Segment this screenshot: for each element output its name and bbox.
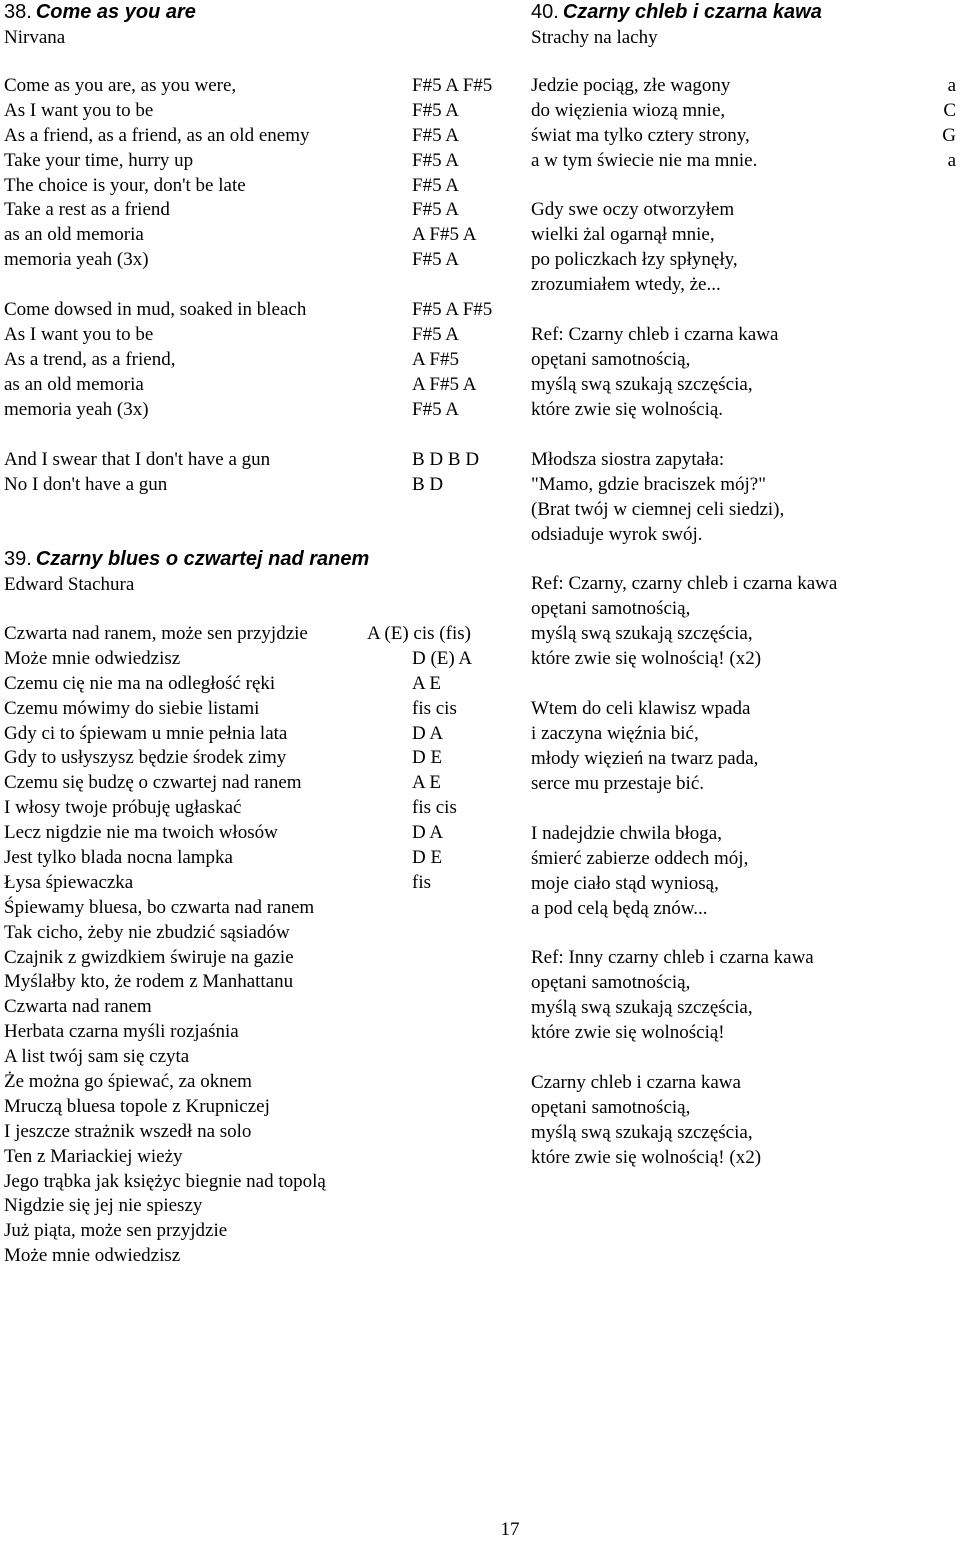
lyric-line: Nigdzie się jej nie spieszy — [4, 1195, 203, 1217]
chords: A E — [412, 672, 442, 694]
lyric-line: Już piąta, może sen przyjdzie — [4, 1220, 228, 1242]
lyric-line: As I want you to be F#5 A — [4, 323, 524, 348]
song40-refrain: Ref: Inny czarny chleb i czarna kawa opętani samotnością, myślą swą szukają szczęścia, które zwie się wolnością! — [531, 947, 814, 1043]
song40-refrain: Czarny chleb i czarna kawa opętani samotnością, myślą swą szukają szczęścia, które zwie się wolnością! (x2) — [531, 1072, 762, 1168]
chords: D (E) A — [412, 647, 473, 669]
lyric-line: do więzienia wiozą mnie, C — [531, 99, 956, 124]
lyric-line: And I swear that I don't have a gun B D B D — [4, 448, 524, 473]
lyric-line: Take your time, hurry up F#5 A — [4, 149, 524, 174]
lyric-line: Jest tylko blada nocna lampka D E — [4, 846, 524, 871]
song40-stanza: Gdy swe oczy otworzyłem wielki żal ogarnął mnie, po policzkach łzy spłynęły, zrozumiałem wtedy, że... — [531, 199, 738, 295]
song38-heading — [4, 0, 196, 26]
chords: A F#5 — [412, 348, 459, 370]
lyric-line: a w tym świecie nie ma mnie. a — [531, 149, 956, 174]
lyric-line: Śpiewamy bluesa, bo czwarta nad ranem — [4, 896, 315, 918]
chords: A E — [412, 772, 442, 794]
chords: B D — [412, 473, 444, 495]
lyric-line: Come as you are, as you were, F#5 A F#5 — [4, 74, 524, 99]
lyric-line: As a trend, as a friend, A F#5 — [4, 348, 524, 373]
lyric-line: Czajnik z gwizdkiem świruje na gazie — [4, 946, 294, 968]
song40-verse-1 — [531, 74, 956, 174]
lyric-line: Czwarta nad ranem — [4, 996, 152, 1018]
lyric-line: Łysa śpiewaczka fis — [4, 871, 524, 896]
lyric-line: memoria yeah (3x) F#5 A — [4, 248, 524, 273]
chords: fis cis — [412, 697, 457, 719]
lyric-line: Gdy to usłyszysz będzie środek zimy D E — [4, 746, 524, 771]
song40-stanza: I nadejdzie chwila błoga, śmierć zabierze oddech mój, moje ciało stąd wyniosą, a pod celą będą znów... — [531, 823, 749, 919]
chords: fis — [412, 871, 431, 893]
song39-title: Czarny blues o czwartej nad ranem — [35, 548, 370, 570]
chords: D A — [412, 822, 444, 844]
lyric-line: Tak cicho, żeby nie zbudzić sąsiadów — [4, 921, 290, 943]
song38-verse-2 — [4, 298, 524, 422]
chords: A F#5 A — [412, 224, 477, 246]
chords: F#5 A F#5 — [412, 75, 493, 96]
lyric-line: Czemu się budzę o czwartej nad ranem A E — [4, 771, 524, 796]
chords: D A — [412, 722, 444, 744]
song38-number: 38. — [4, 1, 32, 23]
lyric-line: Może mnie odwiedzisz — [4, 1245, 181, 1267]
lyric-line: Czemu cię nie ma na odległość ręki A E — [4, 672, 524, 697]
lyric-line: memoria yeah (3x) F#5 A — [4, 398, 524, 423]
lyric-line: Ten z Mariackiej wieży — [4, 1145, 183, 1167]
song39-author: Edward Stachura — [4, 574, 135, 595]
lyric-line: Come dowsed in mud, soaked in bleach F#5 A F#5 — [4, 298, 524, 323]
song40-stanza: Młodsza siostra zapytała: "Mamo, gdzie braciszek mój?" (Brat twój w ciemnej celi siedzi), odsiaduje wyrok swój. — [531, 449, 785, 545]
chords: F#5 A — [412, 99, 459, 121]
lyric-line: A list twój sam się czyta — [4, 1046, 190, 1068]
chords: a — [947, 75, 956, 96]
chords: fis cis — [412, 797, 457, 819]
chords: F#5 A — [412, 249, 459, 271]
lyric-line: The choice is your, don't be late F#5 A — [4, 174, 524, 199]
lyric-line: I włosy twoje próbuję ugłaskać fis cis — [4, 796, 524, 821]
chords: G — [942, 124, 956, 146]
lyric-line: Herbata czarna myśli rozjaśnia — [4, 1021, 239, 1043]
lyric-line: świat ma tylko cztery strony, G — [531, 124, 956, 149]
lyric-line: Czemu mówimy do siebie listami fis cis — [4, 697, 524, 722]
lyric-line: As a friend, as a friend, as an old enemy F#5 A — [4, 124, 524, 149]
lyric-line: Mruczą bluesa topole z Krupniczej — [4, 1095, 270, 1117]
lyric-line: I jeszcze strażnik wszedł na solo — [4, 1120, 252, 1142]
chords: C — [943, 99, 956, 121]
song38-verse-3 — [4, 448, 524, 498]
chords: D E — [412, 847, 443, 869]
chords: B D B D — [412, 449, 480, 470]
chords: A (E) cis (fis) — [367, 623, 471, 644]
lyric-line: Że można go śpiewać, za oknem — [4, 1071, 252, 1093]
song38-verse-1 — [4, 74, 524, 273]
chords: F#5 A — [412, 323, 459, 345]
chords: F#5 A — [412, 398, 459, 420]
song39-number: 39. — [4, 548, 32, 570]
lyric-line: Czwarta nad ranem, może sen przyjdzie A (E) cis (fis) — [4, 622, 524, 647]
song38-author: Nirvana — [4, 27, 66, 48]
chords: F#5 A — [412, 174, 459, 196]
chords: F#5 A — [412, 199, 459, 221]
song40-heading — [531, 0, 822, 26]
lyric-line: Jego trąbka jak księżyc biegnie nad topolą — [4, 1170, 326, 1192]
chords: F#5 A F#5 — [412, 299, 493, 320]
song40-title: Czarny chleb i czarna kawa — [562, 1, 822, 23]
song40-author: Strachy na lachy — [531, 27, 658, 48]
chords: A F#5 A — [412, 373, 477, 395]
lyric-line: No I don't have a gun B D — [4, 473, 524, 498]
lyric-line: Gdy ci to śpiewam u mnie pełnia lata D A — [4, 722, 524, 747]
chords: F#5 A — [412, 124, 459, 146]
song39-heading — [4, 547, 369, 573]
lyric-line: Myślałby kto, że rodem z Manhattanu — [4, 971, 294, 993]
page-number: 17 — [500, 1519, 520, 1540]
lyric-line: Take a rest as a friend F#5 A — [4, 198, 524, 223]
chords: D E — [412, 747, 443, 769]
song40-refrain: Ref: Czarny, czarny chleb i czarna kawa opętani samotnością, myślą swą szukają szczęścia, które zwie się wolnością! (x2) — [531, 573, 838, 669]
lyric-line: Jedzie pociąg, złe wagony a — [531, 74, 956, 99]
song40-refrain: Ref: Czarny chleb i czarna kawa opętani samotnością, myślą swą szukają szczęścia, które zwie się wolnością. — [531, 324, 779, 420]
chords: a — [947, 149, 956, 171]
song38-title: Come as you are — [35, 1, 196, 23]
chords: F#5 A — [412, 149, 459, 171]
lyric-line: Lecz nigdzie nie ma twoich włosów D A — [4, 821, 524, 846]
lyric-line: Może mnie odwiedzisz D (E) A — [4, 647, 524, 672]
lyric-line: As I want you to be F#5 A — [4, 99, 524, 124]
song40-number: 40. — [531, 1, 559, 23]
lyric-line: as an old memoria A F#5 A — [4, 223, 524, 248]
song40-stanza: Wtem do celi klawisz wpada i zaczyna więźnia bić, młody więzień na twarz pada, serce mu przestaje bić. — [531, 698, 759, 794]
lyric-line: as an old memoria A F#5 A — [4, 373, 524, 398]
song39-lyrics — [4, 622, 524, 1269]
